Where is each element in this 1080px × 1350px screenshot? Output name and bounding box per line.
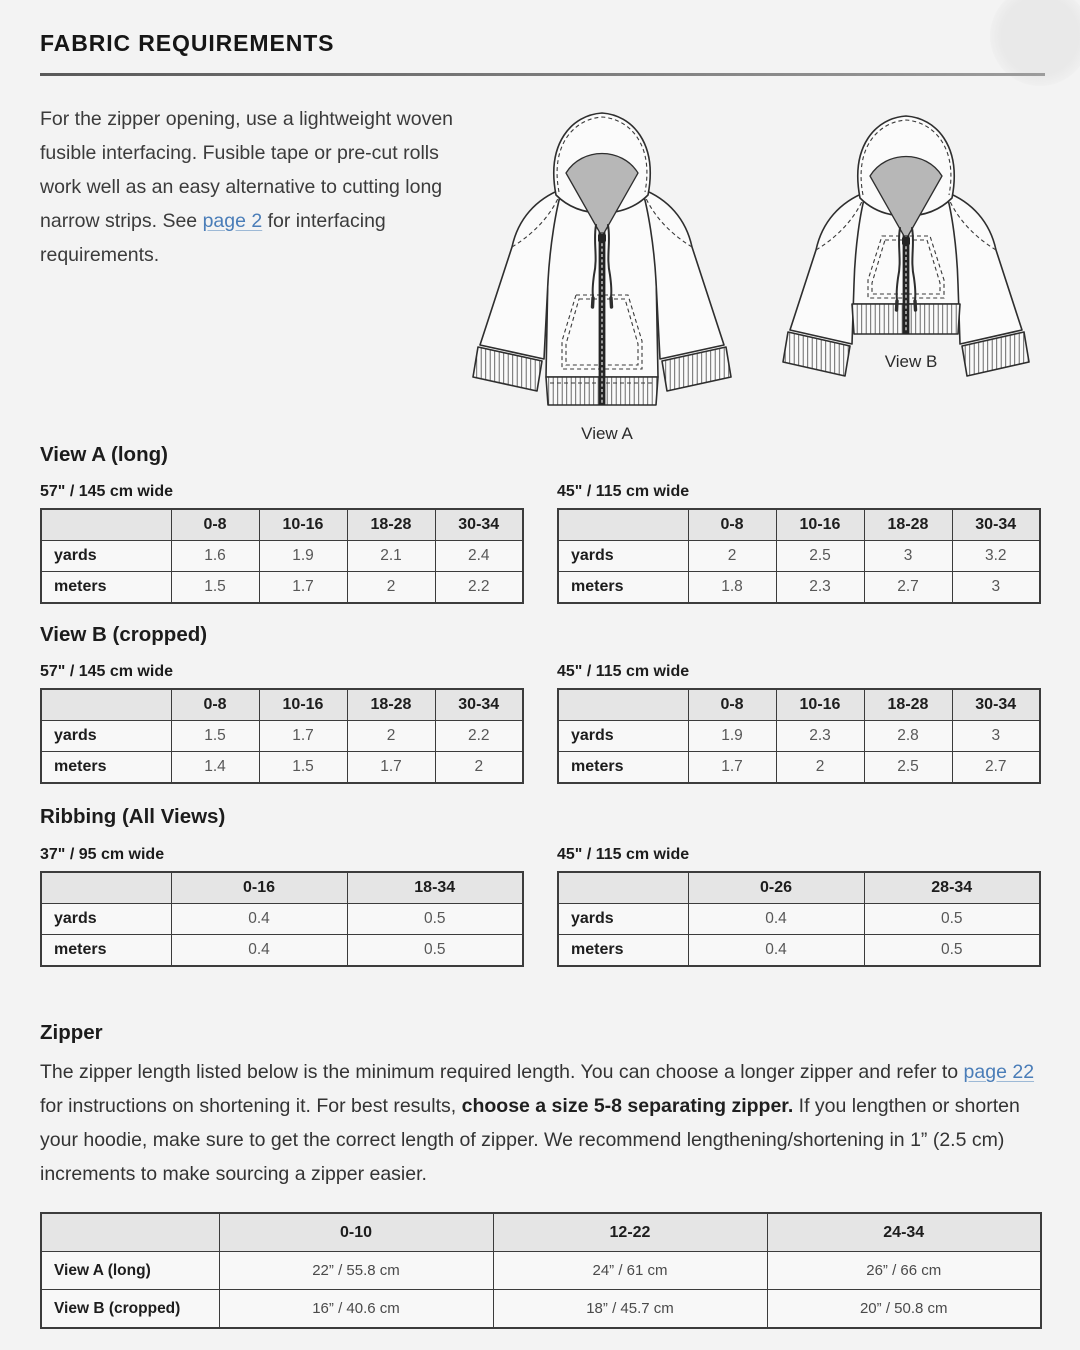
row-label: yards xyxy=(41,904,171,935)
table-header-row xyxy=(558,509,1040,541)
table-header-row xyxy=(41,509,523,541)
zipper-text-1: The zipper length listed below is the minimum required length. You can choose a longer zipper and refer to xyxy=(40,1061,964,1083)
table-header-row xyxy=(558,689,1040,721)
size-header: 10-16 xyxy=(259,689,347,721)
row-label: yards xyxy=(41,721,171,752)
corner-cell xyxy=(41,509,171,541)
yardage-value: 0.5 xyxy=(347,904,523,935)
size-header: 10-16 xyxy=(776,689,864,721)
size-header: 0-8 xyxy=(171,509,259,541)
table-row xyxy=(558,541,1040,572)
table-row xyxy=(558,904,1040,935)
size-header: 28-34 xyxy=(864,872,1040,904)
zipper-length-value: 26” / 66 cm xyxy=(767,1252,1041,1290)
table-header-row xyxy=(558,872,1040,904)
table-row xyxy=(558,721,1040,752)
table-row xyxy=(41,752,523,784)
corner-cell xyxy=(41,1213,219,1252)
row-label: yards xyxy=(558,541,688,572)
row-label: yards xyxy=(41,541,171,572)
yardage-value: 2.7 xyxy=(864,572,952,604)
table-row xyxy=(41,1252,1041,1290)
table-header-row xyxy=(41,872,523,904)
yardage-value: 2 xyxy=(347,572,435,604)
yardage-value: 2.3 xyxy=(776,572,864,604)
yardage-value: 2.8 xyxy=(864,721,952,752)
zipper-text-2: for instructions on shortening it. For best results, xyxy=(40,1095,462,1117)
zipper-length-value: 18” / 45.7 cm xyxy=(493,1290,767,1329)
yardage-value: 3 xyxy=(952,572,1040,604)
yardage-value: 2.1 xyxy=(347,541,435,572)
size-header: 0-10 xyxy=(219,1213,493,1252)
yardage-value: 1.7 xyxy=(259,721,347,752)
ribbing-table-45 xyxy=(557,871,1041,967)
size-header: 10-16 xyxy=(776,509,864,541)
yardage-value: 2.7 xyxy=(952,752,1040,784)
zipper-length-value: 20” / 50.8 cm xyxy=(767,1290,1041,1329)
yardage-value: 1.9 xyxy=(688,721,776,752)
yardage-value: 2.2 xyxy=(435,572,523,604)
table-header-row xyxy=(41,1213,1041,1252)
table-row xyxy=(558,752,1040,784)
row-label: meters xyxy=(558,752,688,784)
intro-text-before: For the zipper opening, use a lightweight woven fusible interfacing. Fusible tape or pre-cut rolls work well as an easy alternative to cutting long narrow strips. See xyxy=(40,108,454,232)
zipper-length-value: 16” / 40.6 cm xyxy=(219,1290,493,1329)
fabric-width-label: 37" / 95 cm wide xyxy=(40,846,165,863)
ribbing-table-37 xyxy=(40,871,524,967)
row-label: View A (long) xyxy=(41,1252,219,1290)
table-row xyxy=(558,572,1040,604)
section-heading-ribbing: Ribbing (All Views) xyxy=(40,805,226,828)
size-header: 0-8 xyxy=(688,689,776,721)
view-b-caption: View B xyxy=(884,352,938,371)
table-row xyxy=(41,935,523,967)
size-header: 18-34 xyxy=(347,872,523,904)
yardage-value: 2.2 xyxy=(435,721,523,752)
table-header-row xyxy=(41,689,523,721)
size-header: 12-22 xyxy=(493,1213,767,1252)
table-row xyxy=(41,721,523,752)
fabric-width-label: 57" / 145 cm wide xyxy=(40,483,173,500)
size-header: 30-34 xyxy=(952,689,1040,721)
page-title: FABRIC REQUIREMENTS xyxy=(40,30,335,56)
fabric-width-label: 45" / 115 cm wide xyxy=(557,846,690,863)
yardage-value: 1.4 xyxy=(171,752,259,784)
row-label: meters xyxy=(558,935,688,967)
page-2-link[interactable]: page 2 xyxy=(202,210,263,232)
zipper-text-3: If you lengthen or shorten your hoodie, make sure to get the correct length of zipper. We recommend lengthening/shortening in 1” (2.5 cm) increments to make sourcing a zipper easier. xyxy=(40,1095,1020,1185)
table-row xyxy=(41,904,523,935)
size-header: 30-34 xyxy=(435,509,523,541)
table-row xyxy=(41,1290,1041,1329)
row-label: yards xyxy=(558,904,688,935)
row-label: View B (cropped) xyxy=(41,1290,219,1329)
section-heading-view-a: View A (long) xyxy=(40,443,168,466)
section-heading-view-b: View B (cropped) xyxy=(40,623,208,646)
fabric-table-view-a-57 xyxy=(40,508,524,604)
yardage-value: 1.7 xyxy=(688,752,776,784)
size-header: 30-34 xyxy=(435,689,523,721)
corner-cell xyxy=(41,689,171,721)
table-row xyxy=(41,541,523,572)
fabric-width-label: 57" / 145 cm wide xyxy=(40,663,173,680)
yardage-value: 2 xyxy=(776,752,864,784)
yardage-value: 1.5 xyxy=(259,752,347,784)
fabric-table-view-a-45 xyxy=(557,508,1041,604)
yardage-value: 2.4 xyxy=(435,541,523,572)
size-header: 30-34 xyxy=(952,509,1040,541)
hoodie-view-a-illustration xyxy=(452,85,762,430)
size-header: 18-28 xyxy=(864,509,952,541)
fabric-table-view-b-57 xyxy=(40,688,524,784)
row-label: meters xyxy=(41,572,171,604)
size-header: 0-8 xyxy=(171,689,259,721)
fabric-width-label: 45" / 115 cm wide xyxy=(557,663,690,680)
size-header: 18-28 xyxy=(347,689,435,721)
intro-text-after: for interfacing requirements. xyxy=(40,210,386,266)
yardage-value: 3 xyxy=(864,541,952,572)
yardage-value: 0.5 xyxy=(864,935,1040,967)
zipper-length-table xyxy=(40,1212,1042,1329)
yardage-value: 1.7 xyxy=(347,752,435,784)
zipper-bold-note: choose a size 5-8 separating zipper. xyxy=(461,1095,794,1117)
size-header: 18-28 xyxy=(347,509,435,541)
yardage-value: 2.5 xyxy=(776,541,864,572)
yardage-value: 0.4 xyxy=(171,935,347,967)
yardage-value: 2.5 xyxy=(864,752,952,784)
zipper-heading: Zipper xyxy=(40,1021,103,1044)
row-label: meters xyxy=(558,572,688,604)
row-label: yards xyxy=(558,721,688,752)
corner-cell xyxy=(558,509,688,541)
yardage-value: 2 xyxy=(347,721,435,752)
yardage-value: 2 xyxy=(688,541,776,572)
intro-paragraph xyxy=(40,102,485,272)
yardage-value: 1.7 xyxy=(259,572,347,604)
zipper-length-value: 22” / 55.8 cm xyxy=(219,1252,493,1290)
zipper-length-value: 24” / 61 cm xyxy=(493,1252,767,1290)
corner-cell xyxy=(558,689,688,721)
fabric-table-view-b-45 xyxy=(557,688,1041,784)
table-row xyxy=(41,572,523,604)
yardage-value: 1.9 xyxy=(259,541,347,572)
yardage-value: 2.3 xyxy=(776,721,864,752)
yardage-value: 2 xyxy=(435,752,523,784)
yardage-value: 1.5 xyxy=(171,721,259,752)
title-divider xyxy=(40,73,1045,76)
fabric-width-label: 45" / 115 cm wide xyxy=(557,483,690,500)
row-label: meters xyxy=(41,752,171,784)
corner-cell xyxy=(41,872,171,904)
yardage-value: 1.5 xyxy=(171,572,259,604)
page-22-link[interactable]: page 22 xyxy=(963,1061,1035,1083)
yardage-value: 0.5 xyxy=(347,935,523,967)
corner-cell xyxy=(558,872,688,904)
table-row xyxy=(558,935,1040,967)
size-header: 0-16 xyxy=(171,872,347,904)
zipper-paragraph xyxy=(40,1055,1042,1191)
yardage-value: 0.5 xyxy=(864,904,1040,935)
yardage-value: 3 xyxy=(952,721,1040,752)
size-header: 18-28 xyxy=(864,689,952,721)
size-header: 24-34 xyxy=(767,1213,1041,1252)
yardage-value: 0.4 xyxy=(688,904,864,935)
row-label: meters xyxy=(41,935,171,967)
yardage-value: 1.6 xyxy=(171,541,259,572)
view-a-caption: View A xyxy=(581,424,633,443)
yardage-value: 3.2 xyxy=(952,541,1040,572)
yardage-value: 1.8 xyxy=(688,572,776,604)
size-header: 0-8 xyxy=(688,509,776,541)
yardage-value: 0.4 xyxy=(688,935,864,967)
yardage-value: 0.4 xyxy=(171,904,347,935)
size-header: 0-26 xyxy=(688,872,864,904)
size-header: 10-16 xyxy=(259,509,347,541)
hoodie-view-b-illustration xyxy=(756,88,1066,388)
